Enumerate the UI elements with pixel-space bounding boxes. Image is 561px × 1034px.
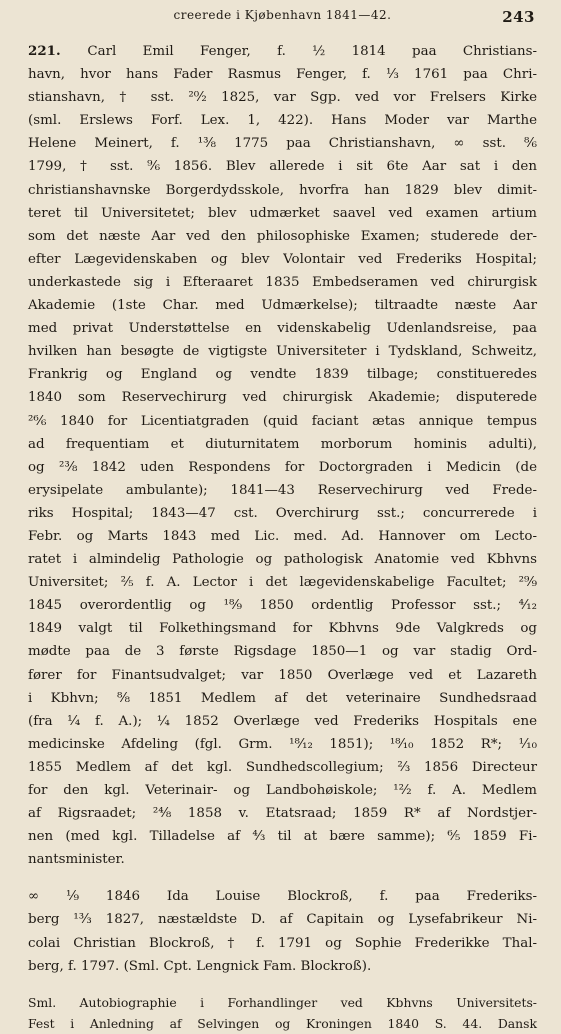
text-line: Sml. Autobiographie i Forhandlinger ved Kbhvns Universitets- — [28, 994, 537, 1010]
text-line: stianshavn, † sst. ²⁰⁄₂ 1825, var Sgp. ved vor Frelsers Kirke — [28, 90, 537, 106]
text-line: i Kbhvn; ⁸⁄₈ 1851 Medlem af det veterinaire Sundhedsraad — [28, 690, 537, 706]
text-line: som det næste Aar ved den philosophiske Examen; studerede der- — [28, 228, 537, 244]
text-line: med privat Understøttelse en videnskabelig Udenlandsreise, paa — [28, 321, 537, 337]
text-line: efter Lægevidenskaben og blev Volontair ved Frederiks Hospital; — [28, 251, 537, 267]
text-line: nen (med kgl. Tilladelse af ⁴⁄₃ til at bære samme); ⁶⁄₅ 1859 Fi- — [28, 829, 537, 845]
text-line: for den kgl. Veterinair- og Landbohøiskole; ¹²⁄₂ f. A. Medlem — [28, 783, 537, 798]
page-number: 243 — [502, 8, 535, 26]
text-line: 221. Carl Emil Fenger, f. ½ 1814 paa Christians- — [28, 43, 537, 59]
text-line: 1799, † sst. ⁹⁄₆ 1856. Blev allerede i sit 6te Aar sat i den — [28, 159, 537, 175]
text-line: ad frequentiam et diuturnitatem morborum hominis adulti), — [28, 436, 537, 452]
text-line: ∞ ¹⁄₉ 1846 Ida Louise Blockroß, f. paa Frederiks- — [28, 889, 537, 905]
text-line: berg, f. 1797. (Sml. Cpt. Lengnick Fam. Blockroß). — [28, 958, 372, 974]
text-line: teret til Universitetet; blev udmærket saavel ved examen artium — [28, 205, 537, 221]
references-paragraph — [28, 992, 537, 1034]
text-line: (fra ⅟₄ f. A.); ¼ 1852 Overlæge ved Frederiks Hospitals ene — [28, 713, 537, 729]
text-line: hvilken han besøgte de vigtigste Universiteter i Tydskland, Schweitz, — [28, 344, 537, 360]
text-line: og ²³⁄₈ 1842 uden Respondens for Doctorgraden i Medicin (de — [28, 459, 537, 475]
text-line: Helene Meinert, f. ¹³⁄₈ 1775 paa Christianshavn, ∞ sst. ⁸⁄₆ — [28, 136, 537, 152]
running-head — [28, 8, 537, 34]
text-line: erysipelate ambulante); 1841—43 Reservechirurg ved Frede- — [28, 482, 537, 498]
biography-entry — [28, 40, 537, 871]
text-line: Fest i Anledning af Selvingen og Kroningen 1840 S. 44. Dansk — [28, 1015, 537, 1031]
text-line: 1849 valgt til Folkethingsmand for Kbhvns 9de Valgkreds og — [28, 621, 537, 637]
text-line: mødte paa de 3 første Rigsdage 1850—1 og var stadig Ord- — [28, 644, 537, 660]
text-line: Akademie (1ste Char. med Udmærkelse); tiltraadte næste Aar — [28, 298, 537, 314]
text-line: Frankrig og England og vendte 1839 tilbage; constitueredes — [28, 367, 537, 383]
text-line: ²⁶⁄₆ 1840 for Licentiatgraden (quid faciant ætas annique tempus — [28, 413, 537, 429]
text-line: ratet i almindelig Pathologie og pathologisk Anatomie ved Kbhvns — [28, 552, 537, 568]
paragraph-gap — [28, 978, 537, 986]
text-line: havn, hvor hans Fader Rasmus Fenger, f. ¹⁄₃ 1761 paa Chri- — [28, 67, 537, 83]
marriage-paragraph — [28, 885, 537, 977]
text-line: af Rigsraadet; ²⁴⁄₈ 1858 v. Etatsraad; 1859 R* af Nordstjer- — [28, 806, 537, 822]
text-line: christianshavnske Borgerdydsskole, hvorfra han 1829 blev dimit- — [28, 182, 537, 198]
text-line: (sml. Erslews Forf. Lex. 1, 422). Hans Moder var Marthe — [28, 113, 537, 129]
text-line: berg ¹³⁄₃ 1827, næstældste D. af Capitain og Lysefabrikeur Ni- — [28, 912, 537, 928]
running-title: creerede i Kjøbenhavn 1841—42. — [173, 8, 392, 22]
text-line: 1840 som Reservechirurg ved chirurgisk Akademie; disputerede — [28, 390, 537, 406]
entry-number: 221. — [28, 43, 88, 59]
text-line: 1845 overordentlig og ¹⁸⁄₉ 1850 ordentlig Professor sst.; ⁴⁄₁₂ — [28, 598, 537, 614]
text-line: fører for Finantsudvalget; var 1850 Overlæge ved et Lazareth — [28, 667, 537, 683]
paragraph-gap — [28, 871, 537, 879]
text-line: nantsminister. — [28, 852, 125, 868]
text-line: 1855 Medlem af det kgl. Sundhedscollegium; ²⁄₃ 1856 Directeur — [28, 759, 537, 775]
text-line: underkastede sig i Efteraaret 1835 Embedseramen ved chirurgisk — [28, 274, 537, 290]
text-line: Universitet; ²⁄₅ f. A. Lector i det lægevidenskabelige Facultet; ²⁹⁄₉ — [28, 575, 537, 591]
text-line: riks Hospital; 1843—47 cst. Overchirurg sst.; concurrerede i — [28, 505, 537, 521]
text-line: Febr. og Marts 1843 med Lic. med. Ad. Hannover om Lecto- — [28, 528, 537, 544]
text-line: medicinske Afdeling (fgl. Grm. ¹⁸⁄₁₂ 1851); ¹⁸⁄₁₀ 1852 R*; ¹⁄₁₀ — [28, 736, 537, 752]
text-line: colai Christian Blockroß, † f. 1791 og Sophie Frederikke Thal- — [28, 935, 537, 951]
